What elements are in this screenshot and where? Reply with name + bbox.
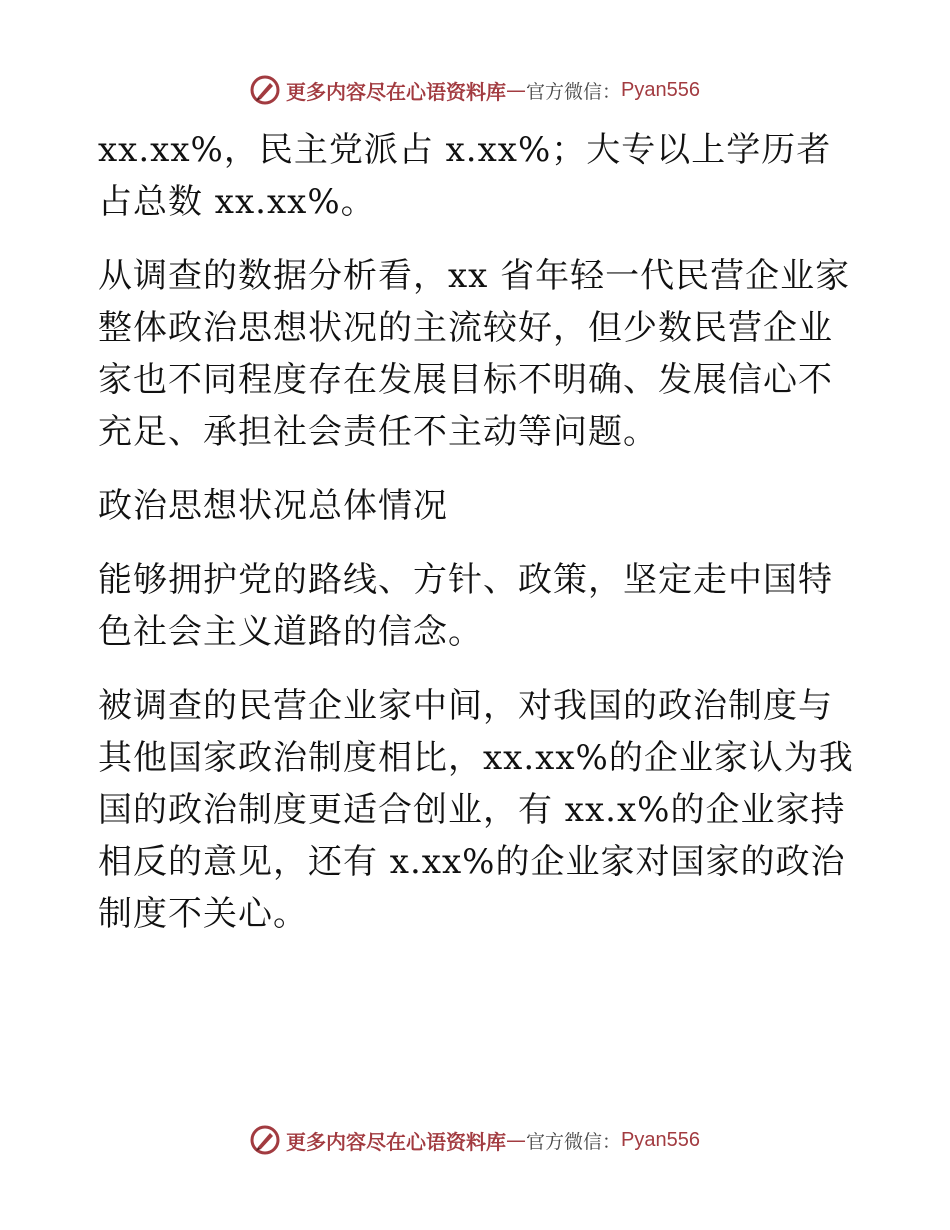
banner-wechat-label: 官方微信： — [526, 1130, 622, 1153]
banner-wechat-id: Pyan556 — [621, 78, 700, 101]
paragraph-2: 从调查的数据分析看，xx 省年轻一代民营企业家整体政治思想状况的主流较好，但少数民营企业家也不同程度存在发展目标不明确、发展信心不充足、承担社会责任不主动等问题。 — [98, 256, 851, 452]
header-banner — [0, 70, 950, 110]
paragraph-4: 被调查的民营企业家中间，对我国的政治制度与其他国家政治制度相比，xx.xx%的企业家认为我国的政治制度更适合创业，有 xx.x%的企业家持相反的意见，还有 x.xx%的企业家对国家的政治制度不关心。 — [98, 686, 854, 934]
banner-wechat-id: Pyan556 — [621, 1128, 700, 1151]
banner-separator: — — [506, 78, 526, 102]
footer-banner — [0, 1120, 950, 1160]
banner-brand-text: 更多内容尽在心语资料库 — [286, 1129, 506, 1154]
banner-wechat-label: 官方微信： — [526, 80, 622, 103]
pen-logo-icon — [250, 1125, 280, 1155]
banner-separator: — — [506, 1128, 526, 1152]
paragraph-1: xx.xx%，民主党派占 x.xx%；大专以上学历者占总数 xx.xx%。 — [98, 130, 832, 222]
section-heading: 政治思想状况总体情况 — [98, 486, 448, 526]
document-body — [98, 124, 858, 962]
paragraph-3: 能够拥护党的路线、方针、政策，坚定走中国特色社会主义道路的信念。 — [98, 560, 833, 652]
banner-brand-text: 更多内容尽在心语资料库 — [286, 79, 506, 104]
pen-logo-icon — [250, 75, 280, 105]
